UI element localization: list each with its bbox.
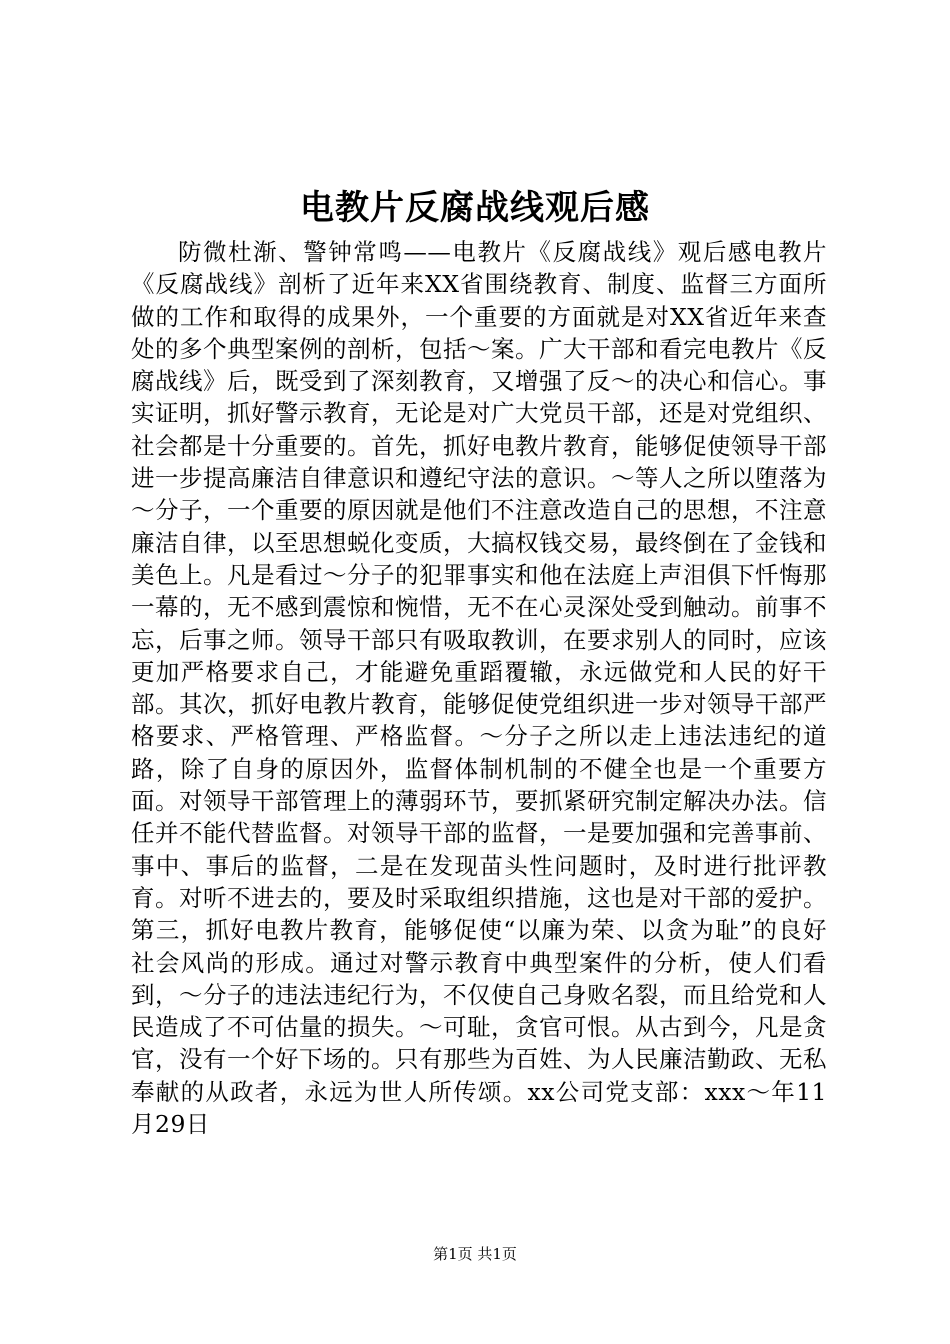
document-title: 电教片反腐战线观后感 bbox=[300, 188, 650, 228]
document-body: 防微杜渐、警钟常鸣——电教片《反腐战线》观后感电教片《反腐战线》剖析了近年来XX省围绕教育、制度、监督三方面所做的工作和取得的成果外，一个重要的方面就是对XX省近年来查处的多个典型案例的剖析，包括～案。广大干部和看完电教片《反腐战线》后，既受到了深刻教育，又增强了反～的决心和信心。事实证明，抓好警示教育，无论是对广大党员干部，还是对党组织、社会都是十分重要的。首先，抓好电教片教育，能够促使领导干部进一步提高廉洁自律意识和遵纪守法的意识。～等人之所以堕落为～分子，一个重要的原因就是他们不注意改造自己的思想，不注意廉洁自律，以至思想蜕化变质，大搞权钱交易，最终倒在了金钱和美色上。凡是看过～分子的犯罪事实和他在法庭上声泪俱下忏悔那一幕的，无不感到震惊和惋惜，无不在心灵深处受到触动。前事不忘，后事之师。领导干部只有吸取教训，在要求别人的同时，应该更加严格要求自己，才能避免重蹈覆辙，永远做党和人民的好干部。其次，抓好电教片教育，能够促使党组织进一步对领导干部严格要求、严格管理、严格监督。～分子之所以走上违法违纪的道路，除了自身的原因外，监督体制机制的不健全也是一个重要方面。对领导干部管理上的薄弱环节，要抓紧研究制定解决办法。信任并不能代替监督。对领导干部的监督，一是要加强和完善事前、事中、事后的监督，二是在发现苗头性问题时，及时进行批评教育。对听不进去的，要及时采取组织措施，这也是对干部的爱护。第三，抓好电教片教育，能够促使“以廉为荣、以贪为耻”的良好社会风尚的形成。通过对警示教育中典型案件的分析，使人们看到，～分子的违法违纪行为，不仅使自己身败名裂，而且给党和人民造成了不可估量的损失。～可耻，贪官可恨。从古到今，凡是贪官，没有一个好下场的。只有那些为百姓、为人民廉洁勤政、无私奉献的从政者，永远为世人所传颂。xx公司党支部：xxx～年11月29日 bbox=[131, 238, 827, 1139]
page-footer: 第1页 共1页 bbox=[433, 1245, 517, 1263]
